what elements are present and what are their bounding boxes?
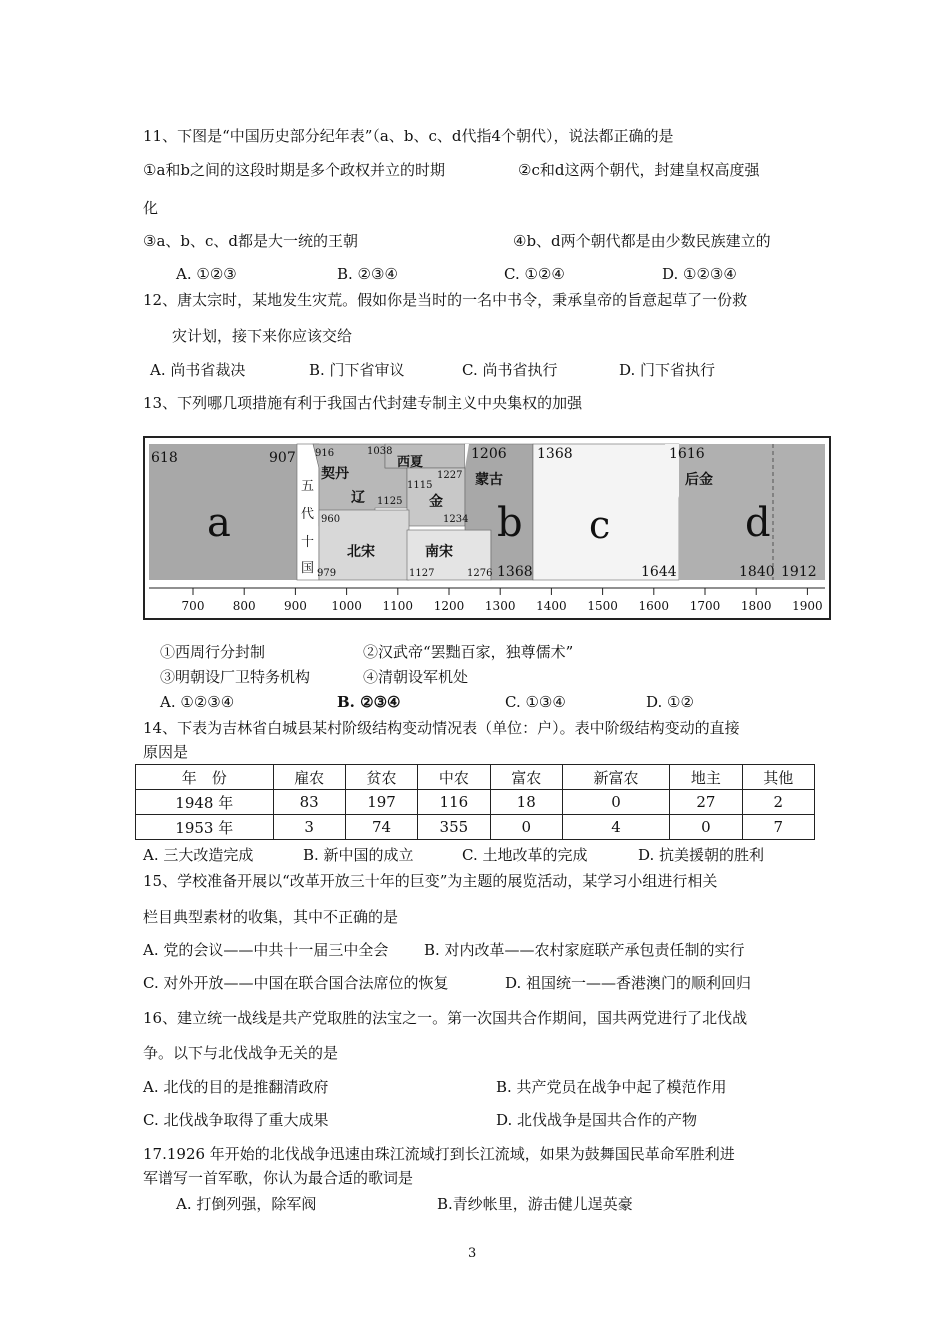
label-c: c [589,503,611,547]
q11-statement-4: ④b、d两个朝代都是由少数民族建立的 [513,232,771,250]
table-cell: 355 [418,815,490,840]
label-1125: 1125 [377,496,403,507]
axis-tick-label: 1100 [382,599,414,613]
q14-option-c: C. 土地改革的完成 [462,846,588,864]
q16-option-b: B. 共产党员在战争中起了模范作用 [496,1078,727,1096]
history-timeline-chart [143,436,831,620]
axis-tick-label: 1600 [638,599,670,613]
q12-option-a: A. 尚书省裁决 [150,361,246,379]
label-979: 979 [317,568,337,579]
q16-option-c: C. 北伐战争取得了重大成果 [143,1111,329,1129]
axis-tick-label: 800 [232,599,256,613]
label-b: b [497,500,523,546]
table-header-cell: 富农 [490,765,562,790]
label-mongol: 蒙古 [475,472,503,488]
label-1206: 1206 [471,446,507,462]
q13-statement-3: ③明朝设厂卫特务机构 [160,668,311,686]
axis-tick-label: 1500 [587,599,618,613]
axis-tick-label: 700 [181,599,205,613]
q17-stem-line1: 17.1926 年开始的北伐战争迅速由珠江流域打到长江流域，如果为鼓舞国民革命军胜利进 [143,1145,735,1163]
label-1227: 1227 [437,470,463,481]
q12-option-d: D. 门下省执行 [619,361,716,379]
label-d: d [745,500,771,546]
table-cell: 1948 年 [136,790,274,815]
q15-option-d: D. 祖国统一——香港澳门的顺利回归 [505,974,752,992]
label-a: a [207,500,231,546]
label-beisong: 北宋 [347,544,375,560]
table-header-cell: 贫农 [345,765,417,790]
q11-stem: 11、下图是“中国历史部分纪年表”（a、b、c、d代指4个朝代），说法都正确的是 [143,127,674,145]
table-cell: 83 [273,790,345,815]
label-xixia: 西夏 [397,455,424,470]
table-header-row [136,765,815,790]
axis-tick-label: 1900 [792,599,823,613]
q14-stem-line1: 14、下表为吉林省白城县某村阶级结构变动情况表（单位：户）。表中阶级结构变动的直接 [143,719,740,737]
q13-option-a: A. ①②③④ [160,693,235,711]
table-header-cell: 新富农 [562,765,669,790]
label-907: 907 [269,450,296,466]
q13-statement-1: ①西周行分封制 [160,643,266,661]
label-618: 618 [151,450,178,466]
label-shiguo-guo: 国 [301,561,315,576]
label-1616: 1616 [669,446,705,462]
table-cell: 0 [670,815,742,840]
timeline-svg [145,438,829,618]
table-cell: 0 [490,815,562,840]
q15-option-b: B. 对内改革——农村家庭联产承包责任制的实行 [424,941,745,959]
q11-option-d: D. ①②③④ [662,265,737,283]
table-cell: 197 [345,790,417,815]
label-1038: 1038 [367,446,393,457]
label-1368-b: 1368 [497,564,533,580]
table-header-cell: 中农 [418,765,490,790]
q12-option-c: C. 尚书省执行 [462,361,558,379]
label-1912: 1912 [781,564,817,580]
label-1368-c: 1368 [537,446,573,462]
q13-option-d: D. ①② [646,693,694,711]
q16-option-a: A. 北伐的目的是推翻清政府 [143,1078,329,1096]
label-1644: 1644 [641,564,677,580]
q11-option-c: C. ①②④ [504,265,565,283]
label-1840: 1840 [739,564,775,580]
axis-tick-label: 1300 [484,599,516,613]
axis-tick-label: 1800 [740,599,772,613]
table-cell: 0 [562,790,669,815]
table-cell: 4 [562,815,669,840]
q15-option-c: C. 对外开放——中国在联合国合法席位的恢复 [143,974,449,992]
table-cell: 18 [490,790,562,815]
q17-option-a: A. 打倒列强，除军阀 [176,1195,317,1213]
label-1234: 1234 [443,514,469,525]
q13-stem: 13、下列哪几项措施有利于我国古代封建专制主义中央集权的加强 [143,394,583,412]
table-row [136,815,815,840]
table-cell: 27 [670,790,742,815]
q13-option-c: C. ①③④ [505,693,566,711]
q12-stem-line1: 12、唐太宗时，某地发生灾荒。假如你是当时的一名中书令，秉承皇帝的旨意起草了一份救 [143,291,748,309]
q16-option-d: D. 北伐战争是国共合作的产物 [496,1111,698,1129]
label-jin: 金 [429,494,443,510]
label-liao: 辽 [351,490,365,506]
q11-statement-1: ①a和b之间的这段时期是多个政权并立的时期 [143,161,445,179]
q14-option-d: D. 抗美援朝的胜利 [638,846,765,864]
q11-option-b: B. ②③④ [337,265,398,283]
timeline-ticks [182,588,823,613]
q15-option-a: A. 党的会议——中共十一届三中全会 [143,941,389,959]
table-header-cell: 年 份 [136,765,274,790]
table-header-cell: 地主 [670,765,742,790]
axis-tick-label: 900 [283,599,307,613]
table-row [136,790,815,815]
q14-option-a: A. 三大改造完成 [143,846,254,864]
table-header-cell: 其他 [742,765,814,790]
q14-option-b: B. 新中国的成立 [303,846,414,864]
label-houjin: 后金 [685,472,713,488]
label-1127: 1127 [409,568,435,579]
table-cell: 1953 年 [136,815,274,840]
q15-stem-line1: 15、学校准备开展以“改革开放三十年的巨变”为主题的展览活动，某学习小组进行相关 [143,872,718,890]
axis-tick-label: 1000 [331,599,362,613]
q16-stem-line2: 争。以下与北伐战争无关的是 [143,1044,339,1062]
q15-stem-line2: 栏目典型素材的收集，其中不正确的是 [143,908,399,926]
label-qidan: 契丹 [321,466,349,482]
table-cell: 74 [345,815,417,840]
q17-stem-line2: 军谱写一首军歌，你认为最合适的歌词是 [143,1169,414,1187]
q11-statement-3: ③a、b、c、d都是大一统的王朝 [143,232,358,250]
table-header-cell: 雇农 [273,765,345,790]
label-916: 916 [315,448,335,459]
label-wudai-dai: 代 [301,507,315,522]
label-1115: 1115 [407,480,433,491]
q13-option-b: B. ②③④ [337,693,401,711]
label-nansong: 南宋 [425,544,453,560]
page-number: 3 [468,1246,477,1261]
q11-statement-2: ②c和d这两个朝代，封建皇权高度强 [518,161,760,179]
q17-option-b: B.青纱帐里，游击健儿逞英豪 [437,1195,633,1213]
q13-statement-4: ④清朝设军机处 [363,668,469,686]
q16-stem-line1: 16、建立统一战线是共产党取胜的法宝之一。第一次国共合作期间，国共两党进行了北伐战 [143,1009,748,1027]
table-cell: 2 [742,790,814,815]
axis-tick-label: 1400 [536,599,567,613]
q13-statement-2: ②汉武帝“罢黜百家，独尊儒术” [363,643,574,661]
axis-tick-label: 1200 [433,599,465,613]
q14-stem-line2: 原因是 [143,743,189,761]
label-shiguo-shi: 十 [301,535,315,550]
table-cell: 7 [742,815,814,840]
axis-tick-label: 1700 [689,599,721,613]
q11-option-a: A. ①②③ [176,265,237,283]
class-structure-table [135,764,815,840]
label-1276: 1276 [467,568,493,579]
q11-statement-2-cont: 化 [143,199,159,217]
label-960: 960 [321,514,341,525]
table-cell: 116 [418,790,490,815]
label-wudai: 五 [301,479,315,494]
table-cell: 3 [273,815,345,840]
q12-option-b: B. 门下省审议 [309,361,405,379]
q12-stem-line2: 灾计划，接下来你应该交给 [172,327,353,345]
